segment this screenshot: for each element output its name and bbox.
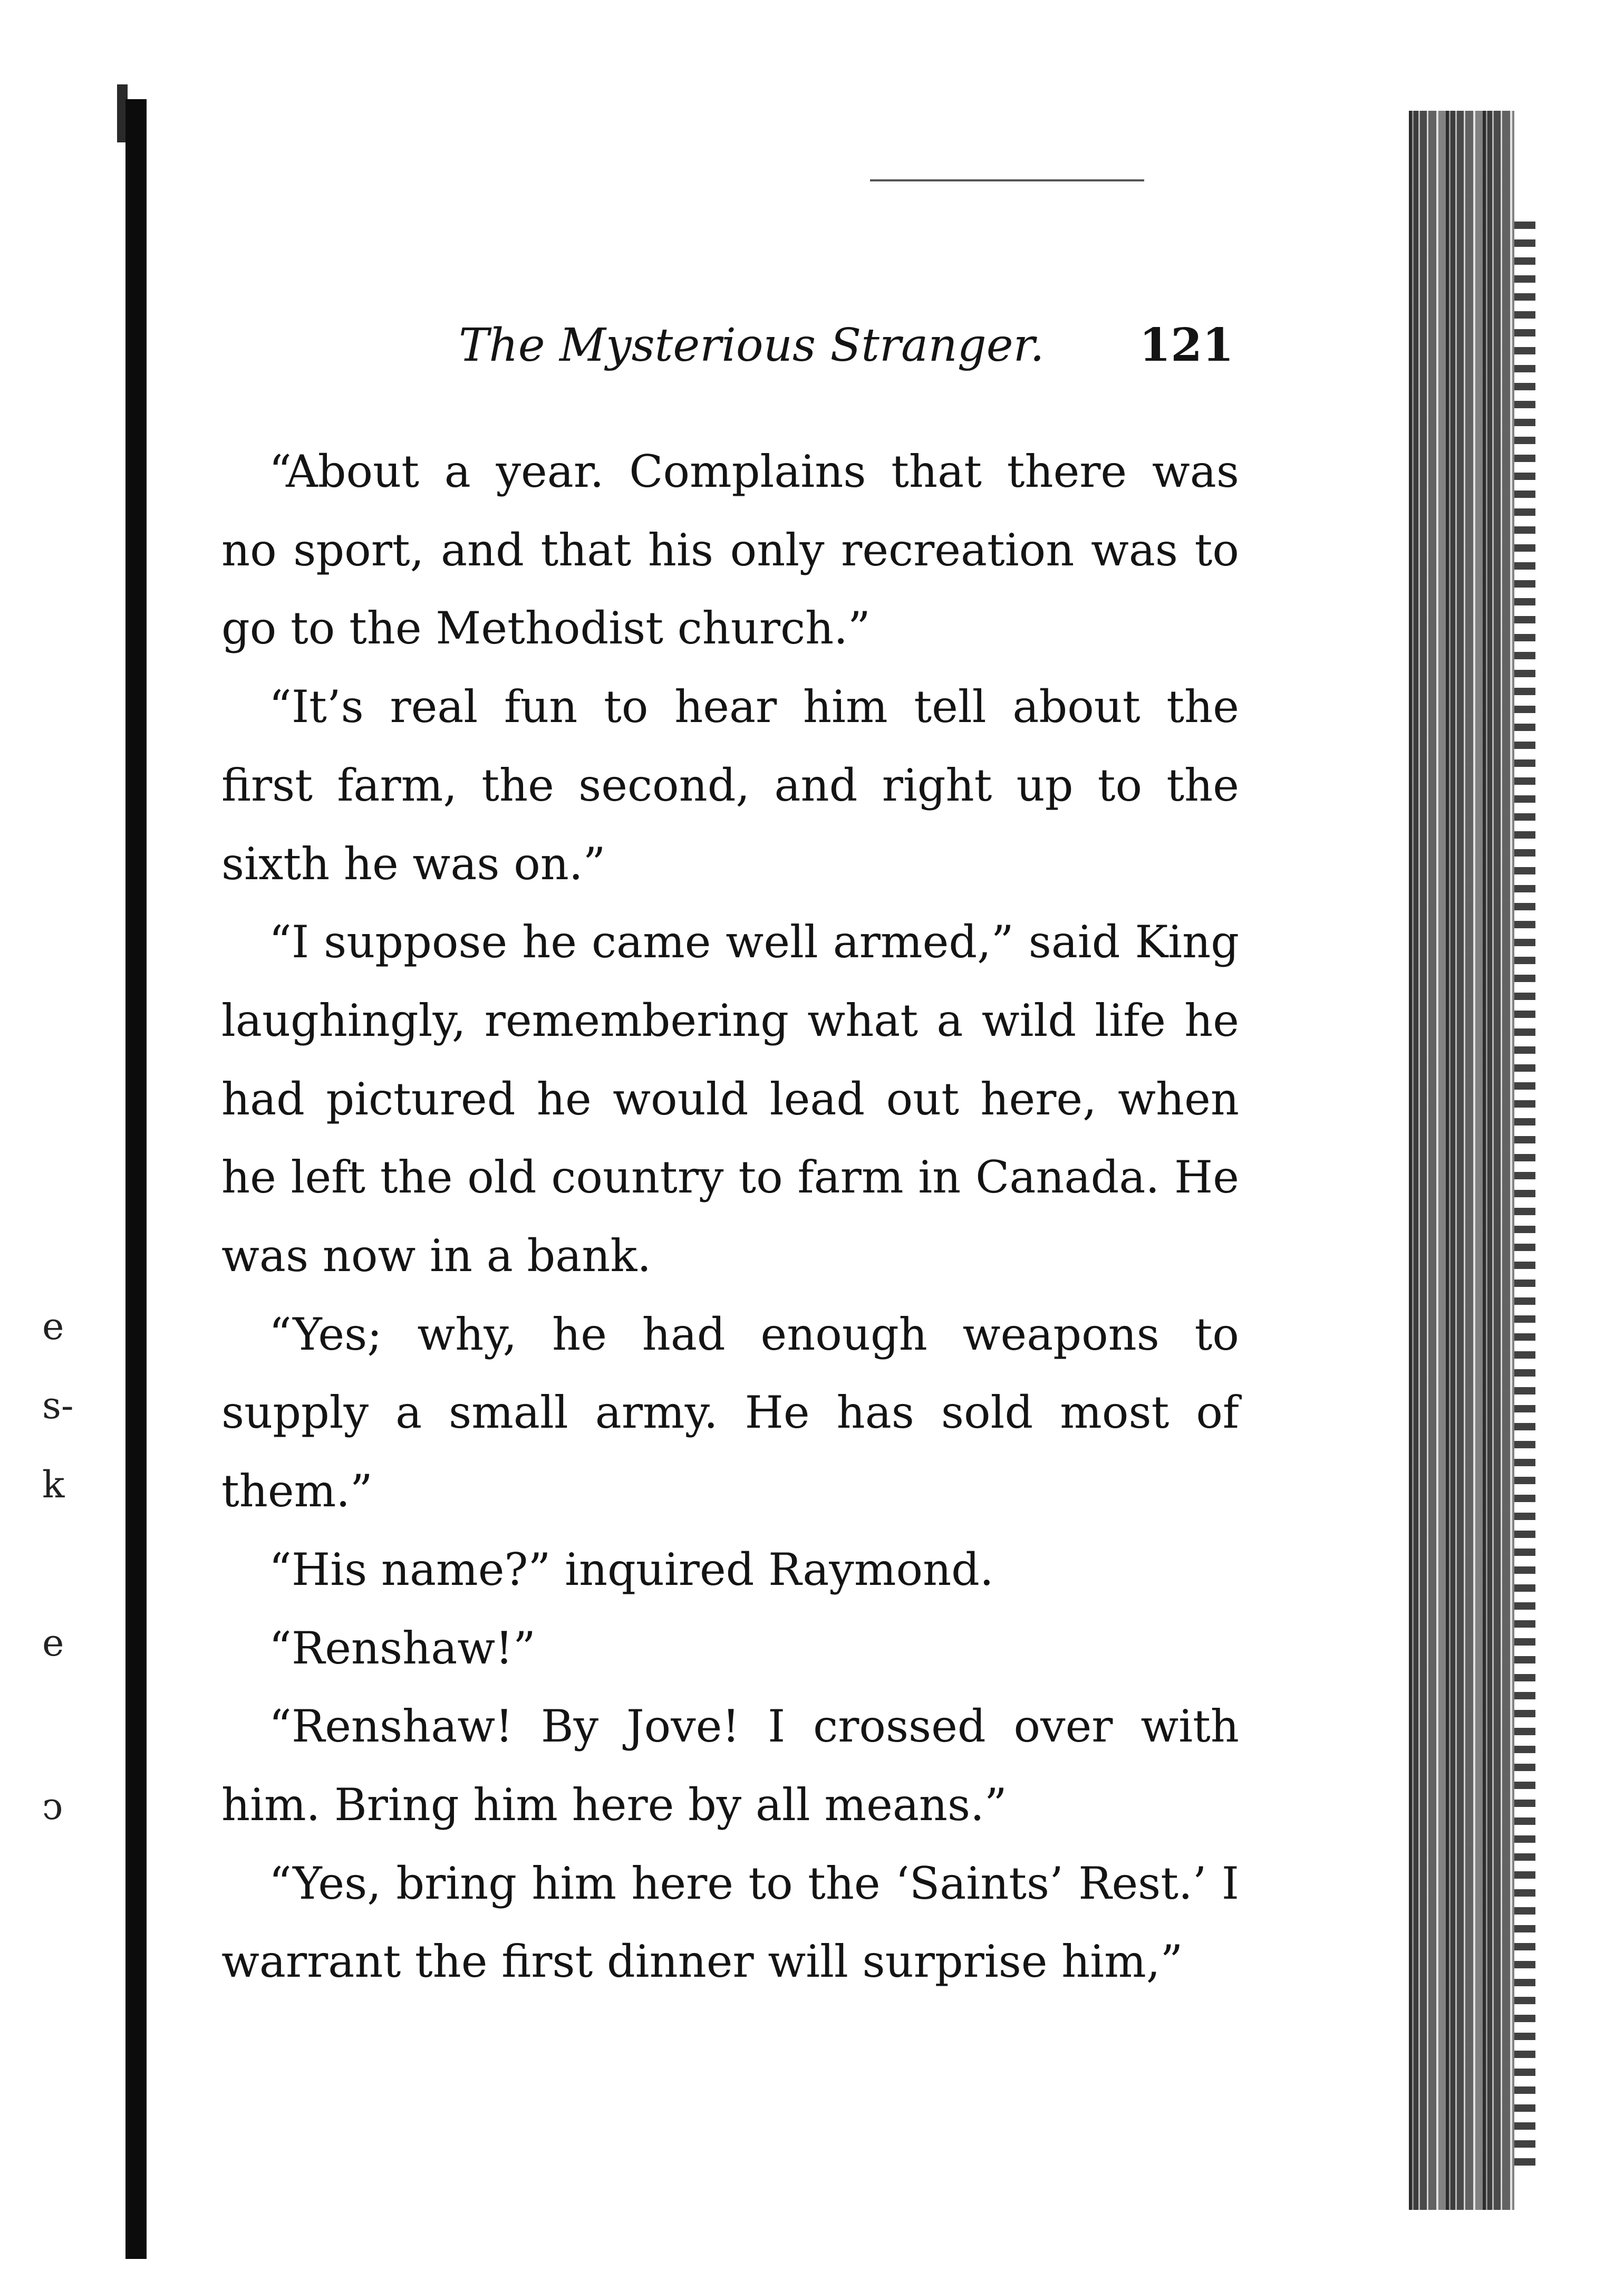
margin-fragment: e [42, 1621, 64, 1665]
paragraph: “Yes, bring him here to the ‘Saints’ Rest.’ I warrant the first dinner will surprise him,” [221, 1857, 1239, 1988]
margin-fragment: e [42, 1305, 64, 1348]
paragraph: “It’s real fun to hear him tell about the first farm, the second, and right up to the sixth he was on.” [221, 681, 1239, 890]
page-body [221, 432, 1239, 2001]
scan-gutter-bar [125, 99, 147, 2259]
margin-fragment: k [42, 1463, 65, 1506]
scan-page-edge [1409, 111, 1514, 2210]
scan-rule-mark [870, 179, 1144, 181]
running-header [459, 319, 1234, 372]
paragraph: “Yes; why, he had enough weapons to supply a small army. He has sold most of them.” [221, 1308, 1239, 1517]
page-number: 121 [1139, 319, 1234, 372]
paragraph: “Renshaw!” [269, 1622, 536, 1674]
margin-fragment: s- [42, 1384, 74, 1427]
paragraph: “His name?” inquired Raymond. [269, 1543, 994, 1595]
running-title: The Mysterious Stranger. [459, 319, 1045, 372]
margin-fragment: ↄ [42, 1785, 63, 1828]
paragraph: “Renshaw! By Jove! I crossed over with him. Bring him here by all means.” [221, 1700, 1239, 1831]
paragraph: “About a year. Complains that there was no sport, and that his only recreation was to go to the Methodist church.” [221, 446, 1239, 655]
scan-page-edge-marks [1514, 222, 1535, 2173]
paragraph: “I suppose he came well armed,” said King laughingly, remembering what a wild life he had pictured he would lead out here, when he left the old country to farm in Canada. He was now in a bank. [221, 916, 1239, 1282]
